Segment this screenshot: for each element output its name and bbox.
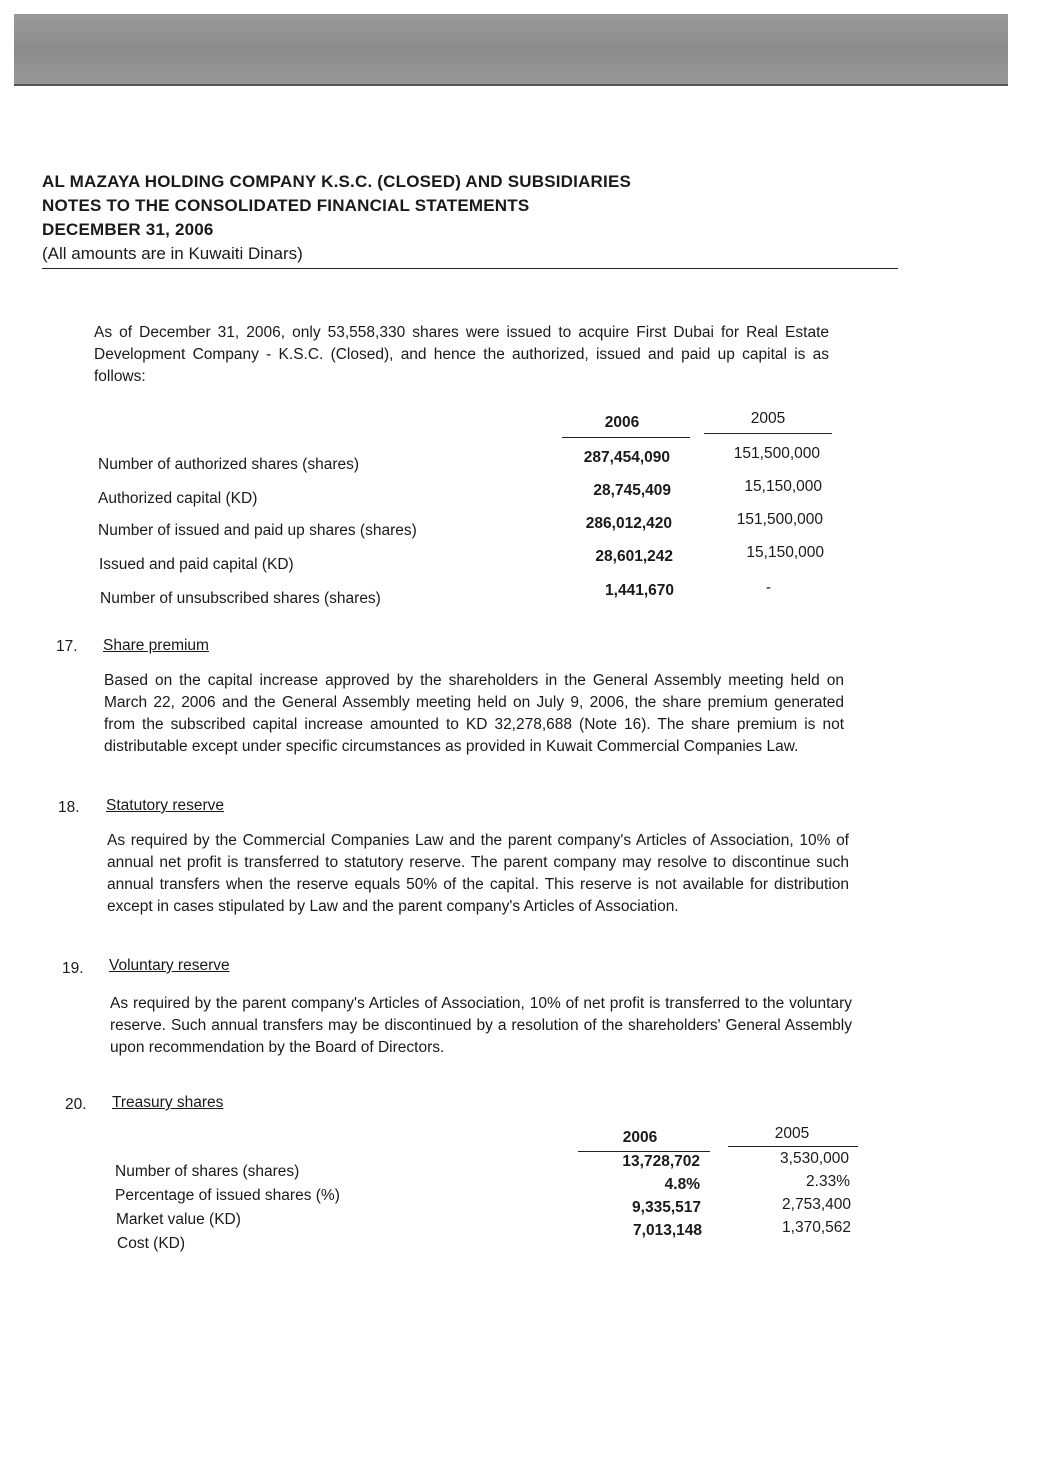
section-number: 19. xyxy=(62,960,84,977)
section-number: 20. xyxy=(65,1096,87,1113)
capital-row-2005: 15,150,000 xyxy=(744,478,822,495)
section-number: 18. xyxy=(58,799,80,816)
treasury-col-2005-underline xyxy=(728,1146,858,1147)
capital-row-label: Number of issued and paid up shares (shares) xyxy=(98,522,417,539)
capital-row-2006: 28,601,242 xyxy=(595,548,673,565)
treasury-row-2006: 4.8% xyxy=(664,1176,700,1193)
capital-col-2005-underline xyxy=(704,433,832,434)
capital-row-label: Issued and paid capital (KD) xyxy=(99,556,294,573)
treasury-row-2005: 2,753,400 xyxy=(782,1196,851,1213)
capital-row-2005: - xyxy=(765,579,771,596)
capital-row-2006: 286,012,420 xyxy=(585,515,672,532)
section-title: Statutory reserve xyxy=(106,797,225,814)
treasury-row-2005: 1,370,562 xyxy=(782,1219,851,1236)
capital-row-2005: 151,500,000 xyxy=(733,445,820,462)
treasury-row-2006: 13,728,702 xyxy=(622,1153,700,1170)
capital-row-label: Authorized capital (KD) xyxy=(98,490,258,507)
capital-row-2005: 15,150,000 xyxy=(746,544,824,561)
capital-row-label: Number of unsubscribed shares (shares) xyxy=(100,590,381,607)
capital-intro-paragraph: As of December 31, 2006, only 53,558,330 shares were issued to acquire First Dubai for Real Estate Development Company - K.S.C. (Closed), and hence the authorized, issued and paid up capital is as follows: xyxy=(94,324,829,385)
capital-row-label: Number of authorized shares (shares) xyxy=(98,456,360,473)
section-title: Treasury shares xyxy=(112,1094,224,1111)
treasury-row-label: Number of shares (shares) xyxy=(115,1163,300,1180)
section-paragraph: As required by the Commercial Companies Law and the parent company's Articles of Association, 10% of annual net profit is transferred to statutory reserve. The parent company may resolve to discontinue such annual transfers when the reserve equals 50% of the capital. This reserve is not available for distribution except in cases stipulated by Law and the parent company's Articles of Association. xyxy=(107,832,849,915)
treasury-row-2005: 3,530,000 xyxy=(780,1150,849,1167)
treasury-row-2006: 9,335,517 xyxy=(632,1199,701,1216)
treasury-col-2006: 2006 xyxy=(622,1129,658,1146)
notes-title: NOTES TO THE CONSOLIDATED FINANCIAL STATEMENTS xyxy=(42,196,530,215)
section-title: Share premium xyxy=(103,637,209,654)
treasury-row-label: Cost (KD) xyxy=(117,1235,186,1252)
capital-col-2006: 2006 xyxy=(604,414,640,431)
treasury-col-2006-underline xyxy=(578,1151,710,1152)
section-title: Voluntary reserve xyxy=(109,957,230,974)
treasury-row-label: Percentage of issued shares (%) xyxy=(115,1187,340,1204)
scan-header-bar xyxy=(14,14,1008,86)
treasury-row-label: Market value (KD) xyxy=(116,1211,241,1228)
header-rule xyxy=(42,268,898,269)
capital-col-2005: 2005 xyxy=(750,410,786,427)
section-number: 17. xyxy=(56,638,78,655)
treasury-row-2005: 2.33% xyxy=(806,1173,850,1190)
section-paragraph: Based on the capital increase approved by the shareholders in the General Assembly meeting held on March 22, 2006 and the General Assembly meeting held on July 9, 2006, the share premium generated from the subscribed capital increase amounted to KD 32,278,688 (Note 16). The share premium is not distributable except under specific circumstances as provided in Kuwait Commercial Companies Law. xyxy=(104,672,844,755)
treasury-col-2005: 2005 xyxy=(774,1125,810,1142)
capital-col-2006-underline xyxy=(562,437,690,438)
capital-row-2005: 151,500,000 xyxy=(736,511,823,528)
company-name: AL MAZAYA HOLDING COMPANY K.S.C. (CLOSED) AND SUBSIDIARIES xyxy=(42,172,632,191)
section-paragraph: As required by the parent company's Articles of Association, 10% of net profit is transferred to the voluntary reserve. Such annual transfers may be discontinued by a resolution of the shareholders' General Assembly upon recommendation by the Board of Directors. xyxy=(110,995,852,1056)
currency-note: (All amounts are in Kuwaiti Dinars) xyxy=(42,244,303,263)
document-header xyxy=(42,170,902,266)
capital-row-2006: 1,441,670 xyxy=(605,582,674,599)
capital-row-2006: 28,745,409 xyxy=(593,482,671,499)
treasury-row-2006: 7,013,148 xyxy=(633,1222,702,1239)
statement-date: DECEMBER 31, 2006 xyxy=(42,220,214,239)
capital-row-2006: 287,454,090 xyxy=(583,449,670,466)
